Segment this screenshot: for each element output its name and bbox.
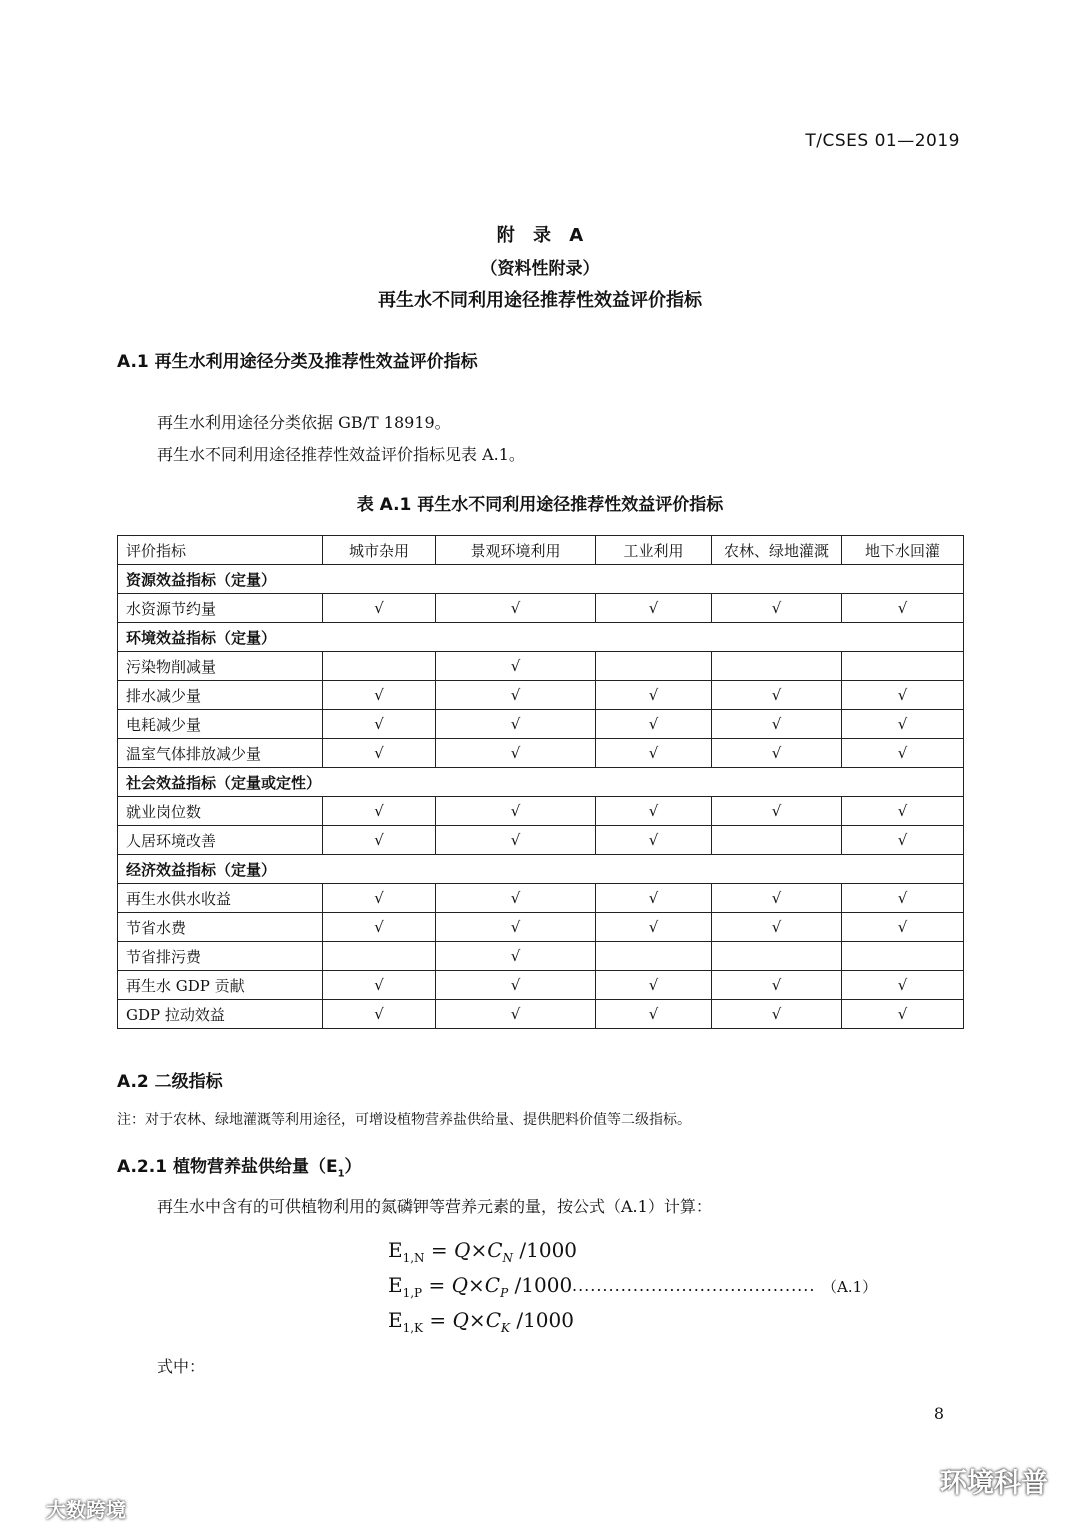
check-cell — [323, 652, 436, 681]
check-cell: √ — [436, 1000, 596, 1029]
formula-k: $E_{1,K} = Q\times C_K$ /1000 — [388, 1308, 574, 1335]
check-cell: √ — [436, 710, 596, 739]
table-row — [118, 826, 964, 855]
table-body — [118, 565, 964, 1029]
header-cell: 地下水回灌 — [842, 536, 964, 565]
check-cell: √ — [596, 971, 712, 1000]
indicator-label-cell: 人居环境改善 — [118, 826, 323, 855]
check-cell: √ — [596, 739, 712, 768]
check-cell: √ — [712, 884, 842, 913]
check-cell: √ — [436, 913, 596, 942]
check-cell: √ — [323, 884, 436, 913]
check-cell: √ — [323, 971, 436, 1000]
table-row — [118, 681, 964, 710]
table-row — [118, 1000, 964, 1029]
check-cell: √ — [596, 913, 712, 942]
check-cell: √ — [712, 710, 842, 739]
check-cell: √ — [596, 884, 712, 913]
table-header-row — [118, 536, 964, 565]
check-cell: √ — [323, 913, 436, 942]
header-cell: 城市杂用 — [323, 536, 436, 565]
indicator-label-cell: 再生水供水收益 — [118, 884, 323, 913]
section-a1-para1: 再生水利用途径分类依据 GB/T 18919。 — [157, 413, 451, 432]
indicator-label-cell: GDP 拉动效益 — [118, 1000, 323, 1029]
check-cell: √ — [596, 710, 712, 739]
check-cell: √ — [323, 739, 436, 768]
category-cell: 环境效益指标（定量） — [118, 623, 964, 652]
indicator-label-cell: 再生水 GDP 贡献 — [118, 971, 323, 1000]
indicator-label-cell: 污染物削减量 — [118, 652, 323, 681]
indicator-label-cell: 温室气体排放减少量 — [118, 739, 323, 768]
indicator-label-cell: 节省排污费 — [118, 942, 323, 971]
check-cell: √ — [842, 913, 964, 942]
section-a21-heading-main: A.2.1 植物营养盐供给量（E — [117, 1157, 338, 1177]
section-a2-heading: A.2 二级指标 — [117, 1072, 223, 1092]
check-cell: √ — [323, 797, 436, 826]
header-cell: 景观环境利用 — [436, 536, 596, 565]
document-code: T/CSES 01—2019 — [805, 131, 960, 151]
page-number: 8 — [933, 1404, 944, 1423]
table-row — [118, 913, 964, 942]
check-cell: √ — [436, 739, 596, 768]
check-cell: √ — [842, 681, 964, 710]
section-a21-heading-sub: 1 — [337, 1168, 345, 1180]
watermark-right — [898, 1461, 1048, 1500]
indicator-label-cell: 节省水费 — [118, 913, 323, 942]
formula-p: $E_{1,P} = Q\times C_P$ /1000 — [388, 1273, 573, 1300]
check-cell: √ — [712, 797, 842, 826]
wechat-icon — [898, 1466, 932, 1496]
check-cell: √ — [436, 594, 596, 623]
check-cell: √ — [596, 594, 712, 623]
check-cell: √ — [842, 971, 964, 1000]
category-cell: 社会效益指标（定量或定性） — [118, 768, 964, 797]
annex-name: 再生水不同利用途径推荐性效益评价指标 — [378, 290, 702, 311]
section-a21-para: 再生水中含有的可供植物利用的氮磷钾等营养元素的量，按公式（A.1）计算： — [157, 1197, 712, 1216]
check-cell: √ — [436, 681, 596, 710]
check-cell: √ — [712, 971, 842, 1000]
table-row — [118, 594, 964, 623]
check-cell — [712, 652, 842, 681]
check-cell: √ — [323, 826, 436, 855]
check-cell — [323, 942, 436, 971]
check-cell: √ — [712, 739, 842, 768]
check-cell — [842, 652, 964, 681]
header-cell: 工业利用 — [596, 536, 712, 565]
check-cell: √ — [323, 710, 436, 739]
table-caption: 表 A.1 再生水不同利用途径推荐性效益评价指标 — [356, 495, 724, 515]
check-cell: √ — [323, 681, 436, 710]
check-cell — [596, 942, 712, 971]
check-cell: √ — [712, 1000, 842, 1029]
watermark-logo-icon — [10, 1499, 40, 1519]
header-cell: 农林、绿地灌溉 — [712, 536, 842, 565]
indicator-label-cell: 就业岗位数 — [118, 797, 323, 826]
watermark-left — [10, 1494, 126, 1523]
check-cell: √ — [842, 826, 964, 855]
watermark-right-text: 环境科普 — [940, 1468, 1048, 1499]
table-row — [118, 942, 964, 971]
section-a1-heading: A.1 再生水利用途径分类及推荐性效益评价指标 — [117, 352, 478, 372]
check-cell: √ — [436, 884, 596, 913]
check-cell: √ — [436, 826, 596, 855]
note-text: 注：对于农林、绿地灌溉等利用途径，可增设植物营养盐供给量、提供肥料价值等二级指标。 — [117, 1112, 691, 1128]
check-cell: √ — [436, 971, 596, 1000]
indicator-table — [117, 535, 964, 1029]
indicator-label-cell: 电耗减少量 — [118, 710, 323, 739]
where-label: 式中： — [157, 1357, 206, 1376]
equation-number: （A.1） — [822, 1278, 878, 1296]
check-cell: √ — [712, 913, 842, 942]
check-cell: √ — [596, 826, 712, 855]
check-cell: √ — [436, 652, 596, 681]
table-category-row — [118, 768, 964, 797]
check-cell: √ — [842, 594, 964, 623]
check-cell: √ — [842, 739, 964, 768]
table-row — [118, 652, 964, 681]
leader-dots: ........................................ — [572, 1276, 816, 1295]
category-cell: 经济效益指标（定量） — [118, 855, 964, 884]
annex-type: （资料性附录） — [480, 259, 600, 279]
section-a21-heading-end: ） — [344, 1157, 362, 1177]
check-cell: √ — [436, 942, 596, 971]
annex-title: 附 录 A — [496, 225, 584, 246]
check-cell — [596, 652, 712, 681]
category-cell: 资源效益指标（定量） — [118, 565, 964, 594]
section-a1-para2: 再生水不同利用途径推荐性效益评价指标见表 A.1。 — [157, 445, 525, 464]
section-a21-heading — [117, 1152, 362, 1179]
table-row — [118, 797, 964, 826]
watermark-left-text: 大数跨境 — [46, 1498, 126, 1522]
check-cell: √ — [842, 797, 964, 826]
table-category-row — [118, 623, 964, 652]
check-cell: √ — [596, 797, 712, 826]
check-cell: √ — [436, 797, 596, 826]
header-cell: 评价指标 — [118, 536, 323, 565]
check-cell: √ — [712, 681, 842, 710]
indicator-label-cell: 排水减少量 — [118, 681, 323, 710]
check-cell: √ — [842, 1000, 964, 1029]
check-cell — [712, 826, 842, 855]
check-cell: √ — [323, 594, 436, 623]
check-cell — [712, 942, 842, 971]
table-row — [118, 710, 964, 739]
formula-n: $E_{1,N} = Q\times C_N$ /1000 — [388, 1238, 578, 1265]
table-row — [118, 884, 964, 913]
check-cell: √ — [712, 594, 842, 623]
check-cell: √ — [842, 710, 964, 739]
check-cell: √ — [596, 1000, 712, 1029]
table-category-row — [118, 855, 964, 884]
table-category-row — [118, 565, 964, 594]
check-cell: √ — [842, 884, 964, 913]
check-cell: √ — [323, 1000, 436, 1029]
check-cell — [842, 942, 964, 971]
table-row — [118, 739, 964, 768]
check-cell: √ — [596, 681, 712, 710]
table-row — [118, 971, 964, 1000]
indicator-label-cell: 水资源节约量 — [118, 594, 323, 623]
